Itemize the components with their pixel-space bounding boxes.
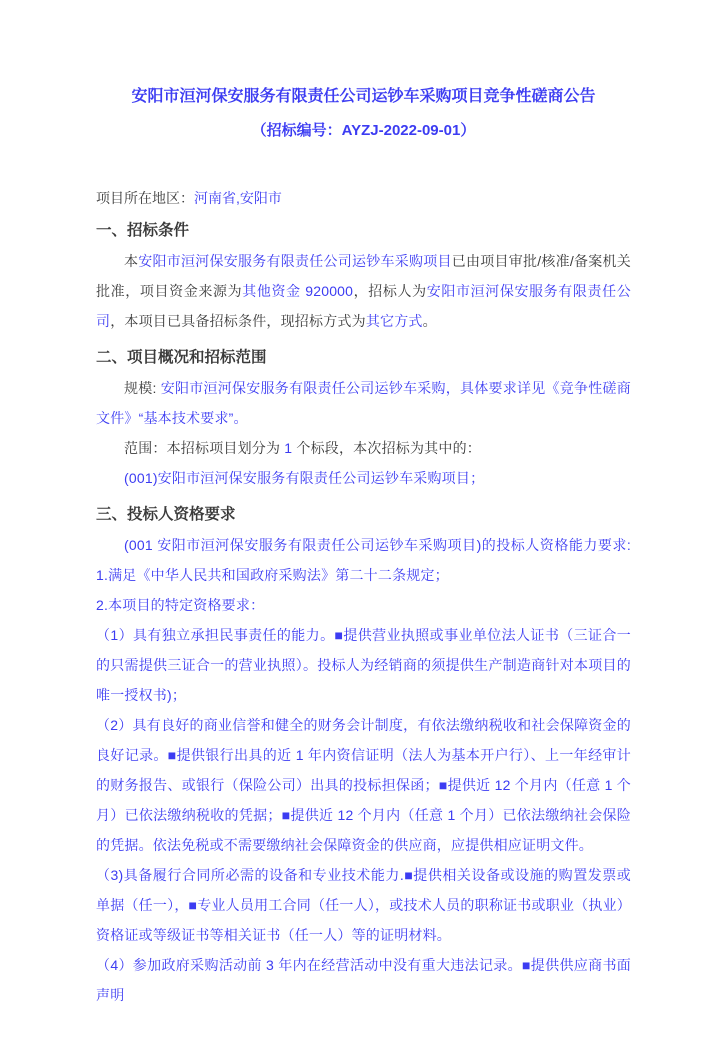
text-segment: (001)安阳市洹河保安服务有限责任公司运钞车采购项目； [124,470,485,486]
text-segment: 本 [124,253,139,269]
text-segment: 范围：本招标项目划分为 [124,440,285,456]
text-segment: 其它方式 [365,313,423,329]
paragraph [96,860,631,950]
text-segment: 安阳市洹河保安服务有限责任公司运钞车采购，具体要求详见《竞争性磋商文件》“基本技术要求”。 [96,380,631,426]
text-segment: （2）具有良好的商业信誉和健全的财务会计制度，有依法缴纳税收和社会保障资金的良好记录。■提供银行出具的近 1 年内资信证明（法人为基本开户行）、上一年经审计的财务报告、或银行（保险公司）出具的投标担保函；■提供近 12 个月内（任意 1 个月）已依法缴纳税收的凭据；■提供近 12 个月内（任意 1 个月）已依法缴纳社会保险的凭据。依法免税或不需要缴纳社会保障资金的供应商，应提供相应证明文件。 [96,717,631,853]
text-segment: 安阳市洹河保安服务有限责任公司 [96,283,631,329]
text-segment: （4）参加政府采购活动前 3 年内在经营活动中没有重大违法记录。■提供供应商书面声明 [96,957,631,1003]
paragraph [96,530,631,590]
paragraph [96,710,631,860]
text-segment: （1）具有独立承担民事责任的能力。■提供营业执照或事业单位法人证书（三证合一的只需提供三证合一的营业执照）。投标人为经销商的须提供生产制造商针对本项目的唯一授权书)； [96,627,631,703]
text-segment: 安阳市洹河保安服务有限责任公司运钞车采购项目 [138,253,452,269]
page-title: 安阳市洹河保安服务有限责任公司运钞车采购项目竞争性磋商公告 [131,88,596,105]
text-segment: ，本项目已具备招标条件，现招标方式为 [110,313,366,329]
text-segment: 已由项目审批/核准/备案机关批准，项目资金来源为 [96,253,631,299]
paragraph [96,590,631,620]
location-label: 项目所在地区： [96,190,194,206]
text-segment: (001 安阳市洹河保安服务有限责任公司运钞车采购项目)的投标人资格能力要求: 1.满足《中华人民共和国政府采购法》第二十二条规定； [96,537,631,583]
text-segment: 1 [284,440,293,456]
text-segment: （3)具备履行合同所必需的设备和专业技术能力.■提供相关设备或设施的购置发票或单据（任一），■专业人员用工合同（任一人），或技术人员的职称证书或职业（执业）资格证或等级证书等相关证书（任一人）等的证明材料。 [96,867,631,943]
text-segment: 规模: [124,380,161,396]
text-segment: 。 [422,313,437,329]
text-segment: 个标段，本次招标为其中的： [292,440,481,456]
paragraph [96,620,631,710]
section-heading-bidder-qualifications: 三、投标人资格要求 [96,506,236,523]
location-value: 河南省,安阳市 [194,190,282,206]
paragraph [96,433,631,463]
section-heading-tender-conditions: 一、招标条件 [96,222,190,239]
project-location-line [96,187,631,209]
text-segment: 其他资金 920000 [242,283,354,299]
text-segment: ，招标人为 [353,283,427,299]
paragraph [96,246,631,336]
section-heading-project-overview: 二、项目概况和招标范围 [96,349,267,366]
text-segment: 2.本项目的特定资格要求： [96,597,265,613]
paragraph [96,950,631,1010]
paragraph [96,463,631,493]
paragraph [96,373,631,433]
tender-number: （招标编号：AYZJ-2022-09-01） [251,122,476,139]
